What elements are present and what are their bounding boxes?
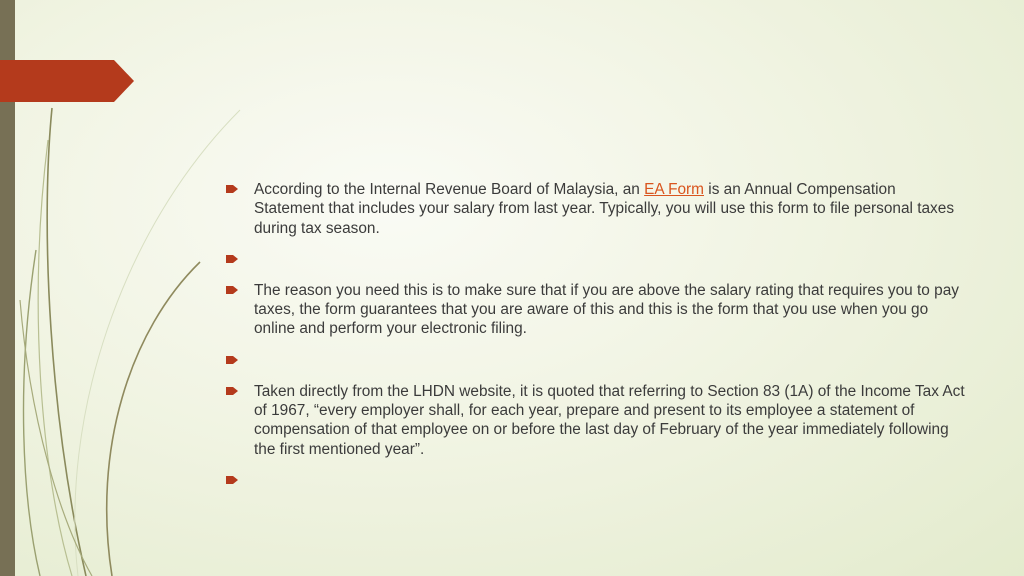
bullet-item bbox=[226, 180, 966, 238]
arrow-bullet-icon bbox=[226, 184, 238, 194]
slide-body bbox=[226, 180, 966, 490]
empty-bullet-item bbox=[226, 250, 966, 269]
arrow-bullet-icon bbox=[226, 254, 238, 264]
bullet-text: According to the Internal Revenue Board of Malaysia, an bbox=[254, 181, 645, 198]
bullet-text: Taken directly from the LHDN website, it is quoted that referring to Section 83 (1A) of the Income Tax Act of 1967, “every employer shall, for each year, prepare and present to its employee a statement of compensation of that employee on or before the last day of February of the year immediately following the first mentioned year”. bbox=[254, 382, 965, 458]
ea-form-link[interactable]: EA Form bbox=[644, 181, 704, 198]
arrow-bullet-icon bbox=[226, 355, 238, 365]
empty-bullet-item bbox=[226, 351, 966, 370]
arrow-bullet-icon bbox=[226, 285, 238, 295]
bullet-text-continued: is an Annual Compensation Statement that includes your salary from last year. Typically, you will use this form to file personal taxes during tax season. bbox=[254, 181, 955, 237]
bullet-item bbox=[226, 281, 966, 339]
bullet-item bbox=[226, 382, 966, 459]
empty-bullet-item bbox=[226, 471, 966, 490]
bullet-text: The reason you need this is to make sure that if you are above the salary rating that requires you to pay taxes, the form guarantees that you are aware of this and this is the form that you use when you go online and perform your electronic filing. bbox=[254, 281, 959, 338]
arrow-bullet-icon bbox=[226, 386, 238, 396]
decorative-grass-lines bbox=[0, 0, 260, 576]
arrow-bullet-icon bbox=[226, 475, 238, 485]
